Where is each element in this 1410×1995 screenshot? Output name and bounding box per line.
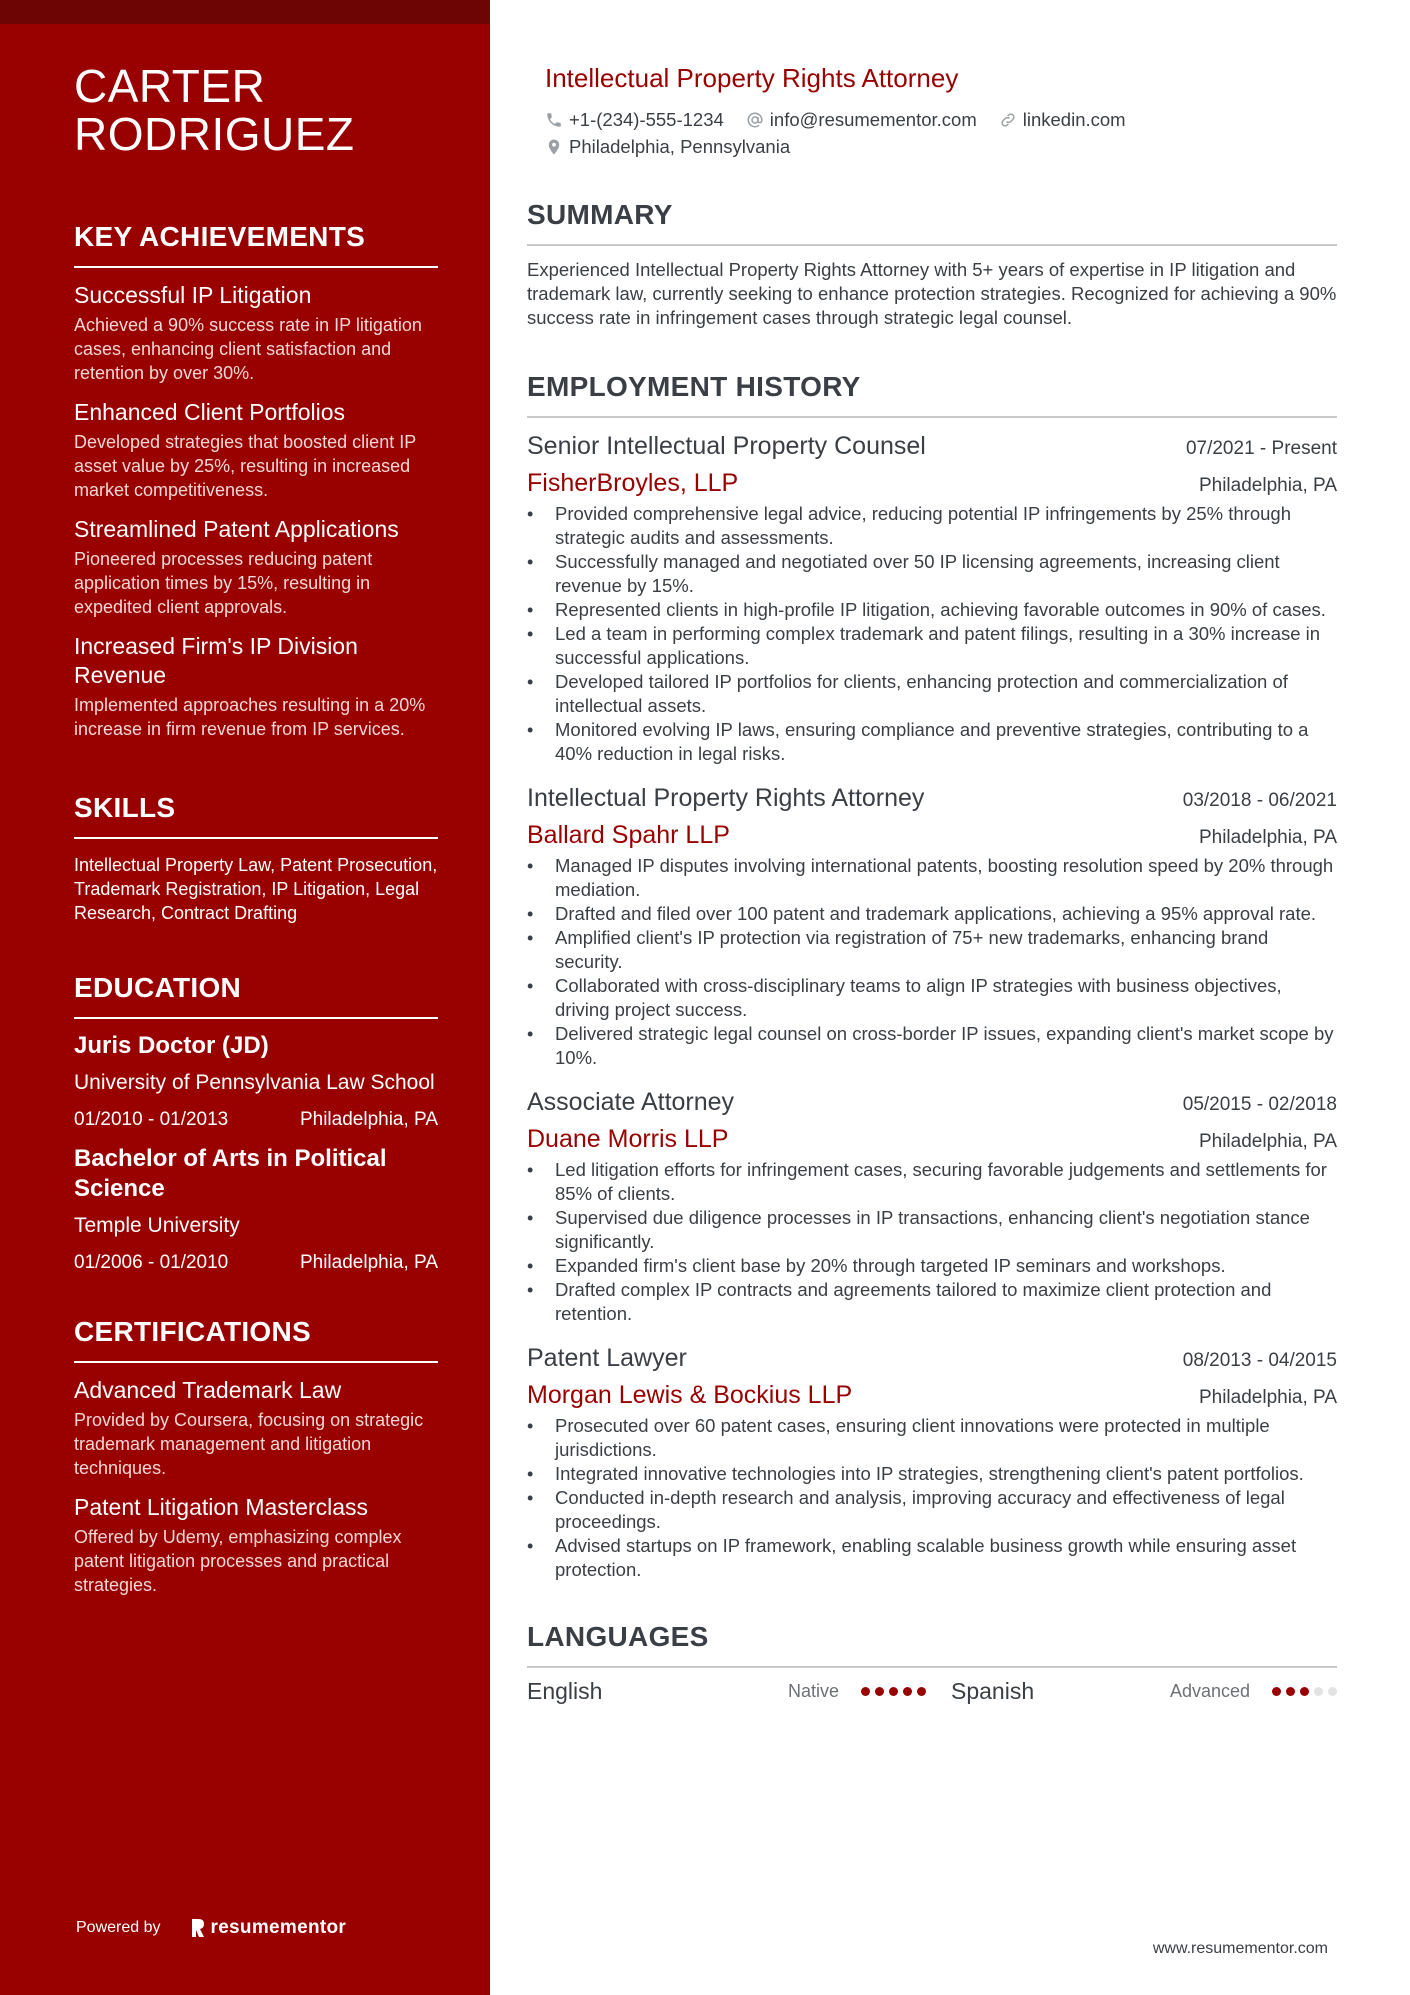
job-entry: [527, 1086, 1337, 1326]
achievements-list: [74, 281, 438, 741]
job-dates: 08/2013 - 04/2015: [1182, 1350, 1337, 1371]
language-name: Spanish: [951, 1678, 1035, 1704]
job-company: Duane Morris LLP: [527, 1125, 729, 1153]
brand-name: resumementor: [210, 1917, 347, 1938]
achievement-item: [74, 515, 438, 619]
rating-dot-filled: [917, 1687, 926, 1696]
language-rating: [1272, 1687, 1337, 1696]
job-bullet: • Managed IP disputes involving international patents, boosting resolution speed by 20% through mediation.: [527, 854, 1337, 902]
achievement-desc: Achieved a 90% success rate in IP litigation cases, enhancing client satisfaction and retention by over 30%.: [74, 315, 422, 383]
skills-text: Intellectual Property Law, Patent Prosecution, Trademark Registration, IP Litigation, Legal Research, Contract Drafting: [74, 855, 438, 923]
certification-title: Advanced Trademark Law: [74, 1377, 342, 1403]
job-bullet: • Monitored evolving IP laws, ensuring compliance and preventive strategies, contributing to a 40% reduction in legal risks.: [527, 718, 1337, 766]
job-company: Ballard Spahr LLP: [527, 821, 730, 849]
job-role: Intellectual Property Rights Attorney: [527, 784, 925, 812]
contact-location: [545, 136, 790, 158]
job-entry: [527, 782, 1337, 1070]
job-bullet: • Amplified client's IP protection via registration of 75+ new trademarks, enhancing brand security.: [527, 926, 1337, 974]
education-dates: 01/2006 - 01/2010: [74, 1252, 229, 1273]
job-role: Associate Attorney: [527, 1088, 735, 1116]
job-bullet: • Provided comprehensive legal advice, reducing potential IP infringements by 25% through strategic audits and assessments.: [527, 502, 1337, 550]
achievement-item: [74, 281, 438, 385]
job-location: Philadelphia, PA: [1198, 475, 1337, 496]
job-dates: 07/2021 - Present: [1185, 438, 1337, 459]
summary-heading: SUMMARY: [527, 198, 1337, 246]
job-entry: [527, 430, 1337, 766]
rating-dot-filled: [861, 1687, 870, 1696]
rating-dot-filled: [1272, 1687, 1281, 1696]
certification-desc: Offered by Udemy, emphasizing complex patent litigation processes and practical strategies.: [74, 1527, 402, 1595]
job-entry: [527, 1342, 1337, 1582]
phone-icon: [545, 111, 563, 129]
achievement-desc: Developed strategies that boosted client IP asset value by 25%, resulting in increased market competitiveness.: [74, 432, 416, 500]
powered-by: [76, 1917, 346, 1939]
employment-heading: EMPLOYMENT HISTORY: [527, 370, 1337, 418]
job-bullet: • Supervised due diligence processes in IP transactions, enhancing client's negotiation stance significantly.: [527, 1206, 1337, 1254]
rating-dot-filled: [1300, 1687, 1309, 1696]
job-location: Philadelphia, PA: [1198, 827, 1337, 848]
education-location: Philadelphia, PA: [299, 1109, 438, 1130]
achievement-title: Enhanced Client Portfolios: [74, 399, 346, 425]
certification-desc: Provided by Coursera, focusing on strategic trademark management and litigation techniques.: [74, 1410, 424, 1478]
language-level: Native: [787, 1681, 839, 1701]
link-icon: [999, 111, 1017, 129]
job-bullet: • Represented clients in high-profile IP litigation, achieving favorable outcomes in 90% of cases.: [527, 598, 1337, 622]
education-degree: Bachelor of Arts in Political Science: [74, 1145, 387, 1202]
rating-dot-filled: [903, 1687, 912, 1696]
job-bullets: [527, 854, 1337, 1070]
summary-text: Experienced Intellectual Property Rights Attorney with 5+ years of expertise in IP litigation and trademark law, currently seeking to enhance protection strategies. Recognized for achieving a 90% success rate in infringement cases through strategic legal counsel.: [527, 259, 1337, 328]
phone-text: +1-(234)-555-1234: [569, 108, 724, 130]
certification-item: [74, 1493, 438, 1597]
sidebar: [0, 0, 490, 1995]
education-school: Temple University: [74, 1214, 240, 1237]
certification-title: Patent Litigation Masterclass: [74, 1494, 369, 1520]
location-text: Philadelphia, Pennsylvania: [569, 135, 791, 157]
achievement-title: Increased Firm's IP Division Revenue: [74, 633, 358, 688]
summary-section: [527, 198, 1337, 330]
job-bullet: • Advised startups on IP framework, enabling scalable business growth while ensuring asset protection.: [527, 1534, 1337, 1582]
languages-section: [527, 1620, 1337, 1705]
achievement-desc: Implemented approaches resulting in a 20% increase in firm revenue from IP services.: [74, 695, 426, 739]
job-bullets: [527, 502, 1337, 766]
sidebar-top-bar: [0, 0, 490, 24]
job-location: Philadelphia, PA: [1198, 1131, 1337, 1152]
job-bullet: • Delivered strategic legal counsel on cross-border IP issues, expanding client's market scope by 10%.: [527, 1022, 1337, 1070]
language-name: English: [527, 1678, 603, 1704]
education-item: [74, 1031, 438, 1132]
language-item: [527, 1678, 951, 1705]
powered-by-label: Powered by: [76, 1919, 161, 1936]
job-bullet: • Led litigation efforts for infringement cases, securing favorable judgements and settlements for 85% of clients.: [527, 1158, 1337, 1206]
achievement-item: [74, 632, 438, 741]
education-dates: 01/2010 - 01/2013: [74, 1109, 229, 1130]
contact-info: [545, 106, 1337, 160]
rating-dot-empty: [1314, 1687, 1323, 1696]
first-name: CARTER: [74, 60, 266, 112]
contact-email[interactable]: [746, 109, 977, 131]
linkedin-text: linkedin.com: [1022, 108, 1126, 130]
job-company: Morgan Lewis & Bockius LLP: [527, 1381, 853, 1409]
education-heading: EDUCATION: [74, 971, 438, 1019]
location-pin-icon: [545, 138, 563, 156]
job-dates: 03/2018 - 06/2021: [1182, 790, 1337, 811]
resumementor-logo-icon: [191, 1918, 205, 1938]
education-item: [74, 1144, 438, 1275]
rating-dot-empty: [1328, 1687, 1337, 1696]
job-bullet: • Integrated innovative technologies into IP strategies, strengthening client's patent portfolios.: [527, 1462, 1337, 1486]
main-content: [527, 62, 1337, 1705]
footer-url[interactable]: www.resumementor.com: [1152, 1940, 1328, 1957]
job-bullet: • Led a team in performing complex trademark and patent filings, resulting in a 30% increase in successful applications.: [527, 622, 1337, 670]
contact-linkedin[interactable]: [999, 109, 1126, 131]
brand-logo[interactable]: [191, 1917, 347, 1939]
language-level: Advanced: [1169, 1681, 1250, 1701]
job-role: Patent Lawyer: [527, 1344, 687, 1372]
last-name: RODRIGUEZ: [74, 108, 355, 160]
job-company: FisherBroyles, LLP: [527, 469, 739, 497]
language-item: [951, 1678, 1337, 1705]
at-icon: [746, 111, 764, 129]
achievement-item: [74, 398, 438, 502]
achievements-heading: KEY ACHIEVEMENTS: [74, 220, 438, 268]
job-bullet: • Conducted in-depth research and analysis, improving accuracy and effectiveness of legal proceedings.: [527, 1486, 1337, 1534]
candidate-name: [74, 62, 438, 158]
certifications-heading: CERTIFICATIONS: [74, 1315, 438, 1363]
job-dates: 05/2015 - 02/2018: [1182, 1094, 1337, 1115]
job-bullet: • Collaborated with cross-disciplinary teams to align IP strategies with business objectives, driving project success.: [527, 974, 1337, 1022]
achievement-title: Streamlined Patent Applications: [74, 516, 399, 542]
language-rating: [861, 1687, 926, 1696]
job-bullet: • Expanded firm's client base by 20% through targeted IP seminars and workshops.: [527, 1254, 1337, 1278]
job-bullets: [527, 1414, 1337, 1582]
email-text: info@resumementor.com: [769, 108, 977, 130]
achievement-title: Successful IP Litigation: [74, 282, 312, 308]
target-job-title: Intellectual Property Rights Attorney: [545, 63, 959, 93]
education-degree: Juris Doctor (JD): [74, 1032, 269, 1059]
job-bullets: [527, 1158, 1337, 1326]
education-location: Philadelphia, PA: [299, 1252, 438, 1273]
contact-phone[interactable]: [545, 109, 724, 131]
achievement-desc: Pioneered processes reducing patent application times by 15%, resulting in expedited client approvals.: [74, 549, 373, 617]
education-school: University of Pennsylvania Law School: [74, 1071, 435, 1094]
job-bullet: • Successfully managed and negotiated over 50 IP licensing agreements, increasing client revenue by 15%.: [527, 550, 1337, 598]
languages-heading: LANGUAGES: [527, 1620, 1337, 1668]
job-role: Senior Intellectual Property Counsel: [527, 432, 926, 460]
employment-section: [527, 370, 1337, 1582]
rating-dot-filled: [1286, 1687, 1295, 1696]
job-location: Philadelphia, PA: [1198, 1387, 1337, 1408]
skills-heading: SKILLS: [74, 791, 438, 839]
rating-dot-filled: [889, 1687, 898, 1696]
job-bullet: • Drafted and filed over 100 patent and trademark applications, achieving a 95% approval rate.: [527, 902, 1337, 926]
job-bullet: • Drafted complex IP contracts and agreements tailored to maximize client protection and retention.: [527, 1278, 1337, 1326]
certification-item: [74, 1376, 438, 1480]
job-bullet: • Developed tailored IP portfolios for clients, enhancing protection and commercialization of intellectual assets.: [527, 670, 1337, 718]
job-bullet: • Prosecuted over 60 patent cases, ensuring client innovations were protected in multiple jurisdictions.: [527, 1414, 1337, 1462]
rating-dot-filled: [875, 1687, 884, 1696]
